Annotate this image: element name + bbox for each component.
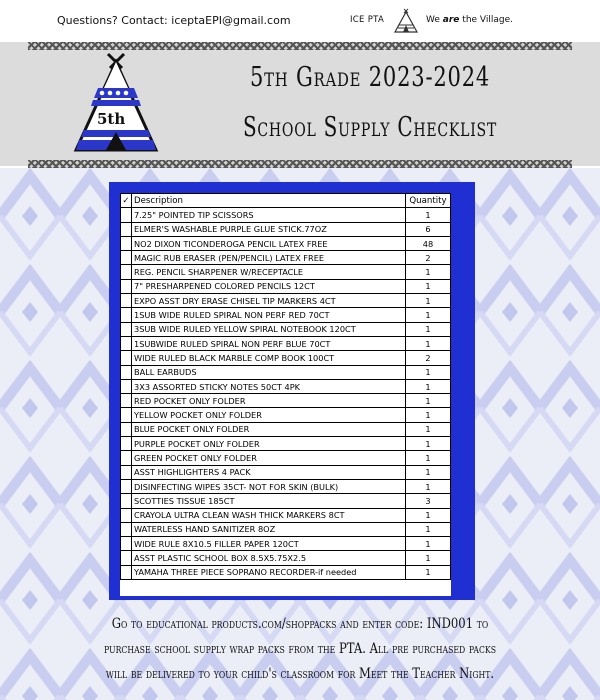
item-description: 1SUB WIDE RULED SPIRAL NON PERF RED 70CT [132, 308, 406, 322]
table-row [121, 265, 451, 279]
item-quantity: 1 [406, 508, 451, 522]
checklist-table [120, 193, 451, 596]
item-quantity: 1 [406, 265, 451, 279]
item-description: DISINFECTING WIPES 35CT- NOT FOR SKIN (BULK) [132, 479, 406, 493]
slogan-post: the Village. [462, 15, 514, 25]
item-quantity: 2 [406, 351, 451, 365]
supply-table [120, 193, 451, 580]
checkbox-cell[interactable] [121, 265, 132, 279]
header-top-border [28, 42, 572, 50]
check-header: ✓ [121, 194, 132, 208]
checkbox-cell[interactable] [121, 251, 132, 265]
item-quantity: 1 [406, 551, 451, 565]
table-row [121, 279, 451, 293]
item-quantity: 1 [406, 422, 451, 436]
footer-line-3: will be delivered to your child's classroom for Meet the Teacher Night. [105, 666, 495, 682]
checkbox-cell[interactable] [121, 551, 132, 565]
table-row [121, 537, 451, 551]
checkbox-cell[interactable] [121, 365, 132, 379]
item-quantity: 1 [406, 208, 451, 222]
checkbox-cell[interactable] [121, 508, 132, 522]
quantity-header: Quantity [406, 194, 451, 208]
item-description: NO2 DIXON TICONDEROGA PENCIL LATEX FREE [132, 236, 406, 250]
item-description: BALL EARBUDS [132, 365, 406, 379]
item-description: GREEN POCKET ONLY FOLDER [132, 451, 406, 465]
item-quantity: 1 [406, 279, 451, 293]
item-description: BLUE POCKET ONLY FOLDER [132, 422, 406, 436]
item-quantity: 1 [406, 379, 451, 393]
table-header-row [121, 194, 451, 208]
item-quantity: 1 [406, 437, 451, 451]
table-row [121, 222, 451, 236]
item-quantity: 1 [406, 322, 451, 336]
item-description: EXPO ASST DRY ERASE CHISEL TIP MARKERS 4CT [132, 294, 406, 308]
item-quantity: 2 [406, 251, 451, 265]
teepee-logo-icon [68, 50, 164, 164]
item-quantity: 1 [406, 294, 451, 308]
item-quantity: 1 [406, 408, 451, 422]
footer-line-2: purchase school supply wrap packs from the PTA. All pre purchased packs [103, 641, 497, 657]
checkbox-cell[interactable] [121, 479, 132, 493]
item-description: PURPLE POCKET ONLY FOLDER [132, 437, 406, 451]
table-row [121, 236, 451, 250]
checkbox-cell[interactable] [121, 322, 132, 336]
item-description: CRAYOLA ULTRA CLEAN WASH THICK MARKERS 8CT [132, 508, 406, 522]
checkbox-cell[interactable] [121, 308, 132, 322]
item-description: 7" PRESHARPENED COLORED PENCILS 12CT [132, 279, 406, 293]
item-description: YAMAHA THREE PIECE SOPRANO RECORDER-if needed [132, 565, 406, 579]
pta-label: ICE PTA [350, 15, 385, 25]
item-description: 3X3 ASSORTED STICKY NOTES 50CT 4PK [132, 379, 406, 393]
item-description: WIDE RULE 8X10.5 FILLER PAPER 120CT [132, 537, 406, 551]
top-bar [0, 0, 600, 40]
item-description: WATERLESS HAND SANITIZER 8OZ [132, 522, 406, 536]
checkbox-cell[interactable] [121, 394, 132, 408]
item-quantity: 1 [406, 565, 451, 579]
item-description: MAGIC RUB ERASER (PEN/PENCIL) LATEX FREE [132, 251, 406, 265]
table-row [121, 365, 451, 379]
table-row [121, 208, 451, 222]
checkbox-cell[interactable] [121, 222, 132, 236]
slogan [426, 15, 513, 25]
item-quantity: 1 [406, 394, 451, 408]
item-description: ASST PLASTIC SCHOOL BOX 8.5X5.75X2.5 [132, 551, 406, 565]
table-row [121, 251, 451, 265]
page-title: 5th Grade 2023-2024 [249, 62, 491, 93]
item-quantity: 1 [406, 537, 451, 551]
item-description: WIDE RULED BLACK MARBLE COMP BOOK 100CT [132, 351, 406, 365]
footer-line-1: Go to educational products.com/shoppacks and enter code: IND001 to [111, 616, 489, 632]
item-quantity: 6 [406, 222, 451, 236]
item-quantity: 1 [406, 365, 451, 379]
checkbox-cell[interactable] [121, 422, 132, 436]
table-row [121, 422, 451, 436]
item-description: ELMER'S WASHABLE PURPLE GLUE STICK.77OZ [132, 222, 406, 236]
item-quantity: 1 [406, 522, 451, 536]
item-description: 3SUB WIDE RULED YELLOW SPIRAL NOTEBOOK 120CT [132, 322, 406, 336]
item-quantity: 1 [406, 336, 451, 350]
table-row [121, 551, 451, 565]
item-quantity: 1 [406, 451, 451, 465]
item-quantity: 1 [406, 479, 451, 493]
checkbox-cell[interactable] [121, 379, 132, 393]
checkbox-cell[interactable] [121, 208, 132, 222]
table-row [121, 379, 451, 393]
table-row [121, 294, 451, 308]
table-row [121, 508, 451, 522]
table-row [121, 408, 451, 422]
checkbox-cell[interactable] [121, 408, 132, 422]
table-row [121, 522, 451, 536]
checkbox-cell[interactable] [121, 294, 132, 308]
table-row [121, 308, 451, 322]
checkbox-cell[interactable] [121, 565, 132, 579]
table-row [121, 565, 451, 579]
item-quantity: 1 [406, 465, 451, 479]
item-description: ASST HIGHLIGHTERS 4 PACK [132, 465, 406, 479]
item-quantity: 48 [406, 236, 451, 250]
checkbox-cell[interactable] [121, 236, 132, 250]
item-description: YELLOW POCKET ONLY FOLDER [132, 408, 406, 422]
checkbox-cell[interactable] [121, 494, 132, 508]
item-quantity: 3 [406, 494, 451, 508]
checkbox-cell[interactable] [121, 351, 132, 365]
table-row [121, 437, 451, 451]
checkbox-cell[interactable] [121, 522, 132, 536]
page-subtitle: School Supply Checklist [243, 112, 497, 143]
item-quantity: 1 [406, 308, 451, 322]
item-description: RED POCKET ONLY FOLDER [132, 394, 406, 408]
checkbox-cell[interactable] [121, 451, 132, 465]
item-description: 1SUBWIDE RULED SPIRAL NON PERF BLUE 70CT [132, 336, 406, 350]
table-row [121, 336, 451, 350]
checkbox-cell[interactable] [121, 437, 132, 451]
checkbox-cell[interactable] [121, 279, 132, 293]
slogan-mid: are [442, 15, 460, 25]
table-row [121, 465, 451, 479]
item-description: SCOTTIES TISSUE 185CT [132, 494, 406, 508]
table-row [121, 394, 451, 408]
table-row [121, 479, 451, 493]
table-row [121, 351, 451, 365]
checkbox-cell[interactable] [121, 465, 132, 479]
table-row [121, 322, 451, 336]
table-row [121, 494, 451, 508]
item-description: 7.25" POINTED TIP SCISSORS [132, 208, 406, 222]
mini-teepee-icon [393, 6, 419, 38]
footer-instructions [94, 612, 507, 687]
contact-text: Questions? Contact: iceptaEPI@gmail.com [57, 14, 291, 27]
item-description: REG. PENCIL SHARPENER W/RECEPTACLE [132, 265, 406, 279]
table-row [121, 451, 451, 465]
checkbox-cell[interactable] [121, 336, 132, 350]
grade-badge: 5th [97, 110, 126, 128]
description-header: Description [132, 194, 406, 208]
checkbox-cell[interactable] [121, 537, 132, 551]
slogan-pre: We [426, 15, 440, 25]
